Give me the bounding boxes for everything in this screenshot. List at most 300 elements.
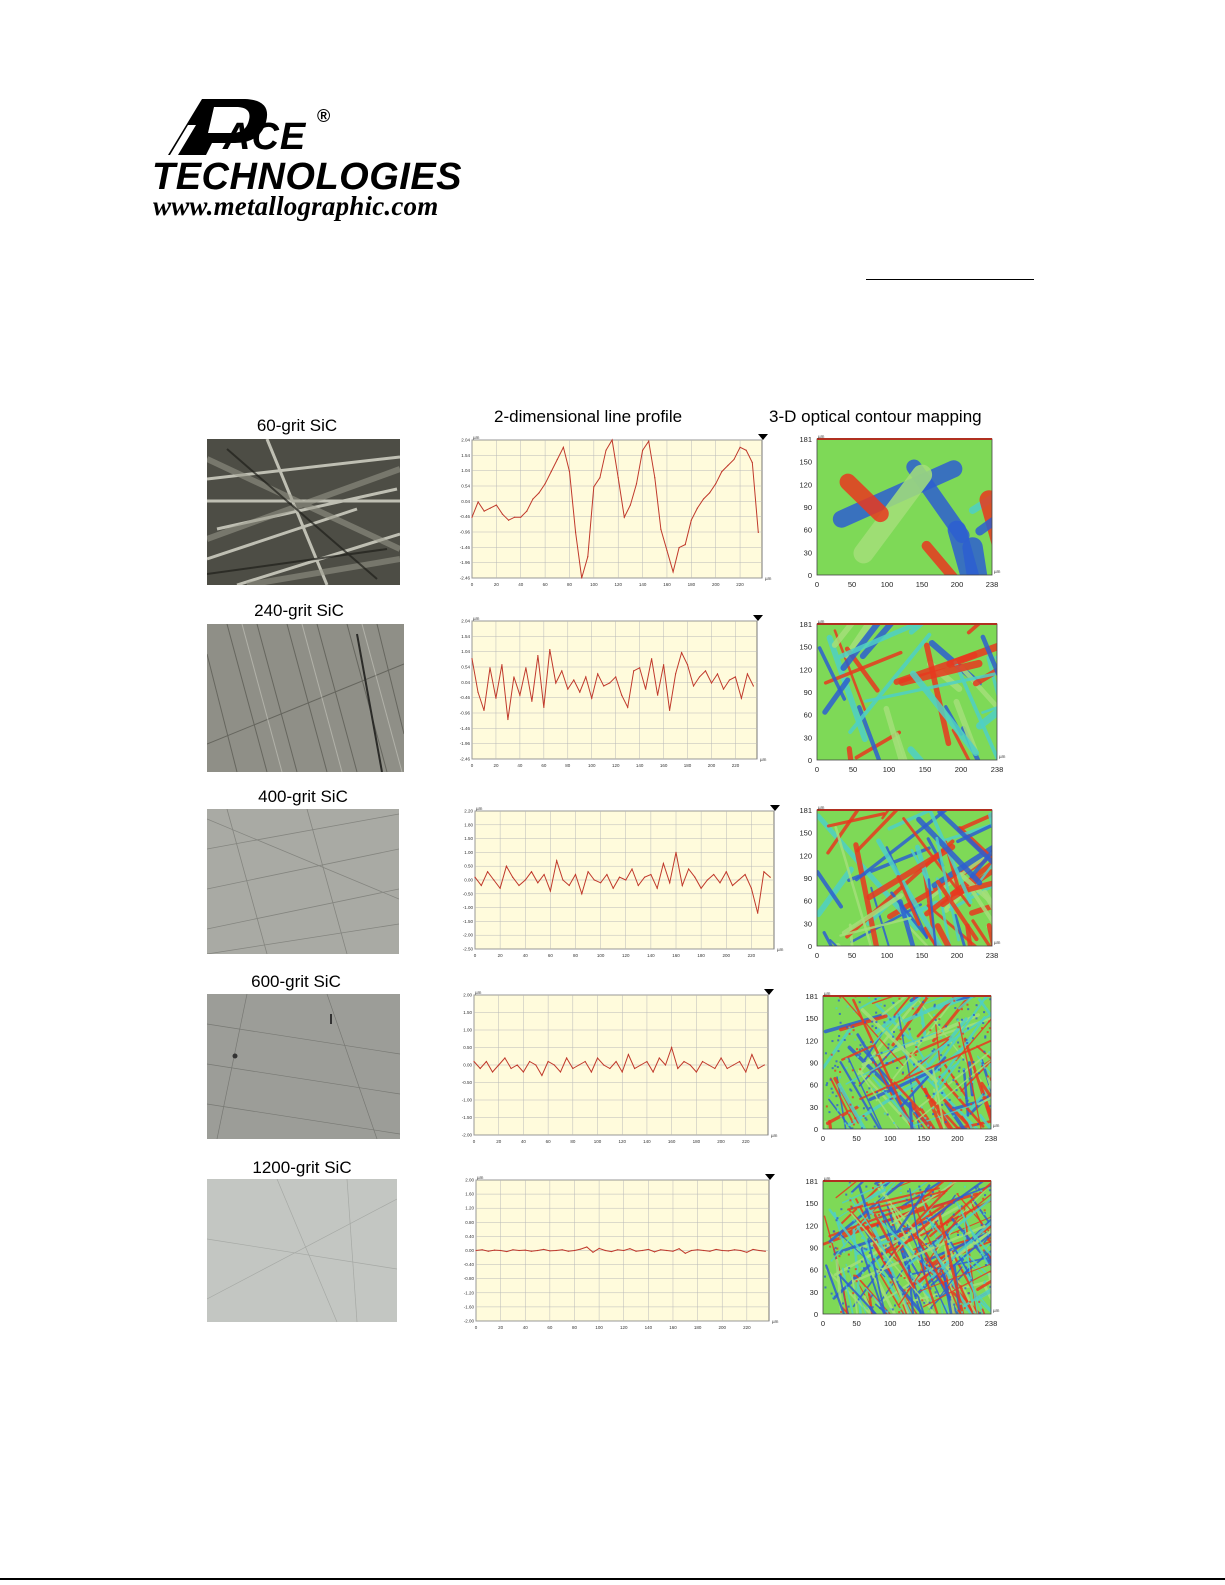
profile-data-point (474, 877, 475, 878)
profile-data-point (733, 1064, 734, 1065)
y-tick-label: -2.46 (459, 756, 470, 762)
profile-data-point (471, 658, 472, 659)
profile-data-point (538, 492, 539, 493)
contour-y-tick-label: 120 (799, 480, 812, 490)
profile-data-point (687, 664, 688, 665)
profile-data-point (548, 1061, 549, 1062)
x-tick-label: 120 (614, 582, 622, 587)
profile-data-point (560, 1071, 561, 1072)
y-tick-label: -1.50 (462, 918, 473, 924)
profile-data-point (723, 688, 724, 689)
y-tick-label: 1.00 (464, 849, 473, 855)
profile-data-point (592, 1252, 593, 1253)
profile-data-point (651, 658, 652, 659)
profile-data-point (697, 1249, 698, 1250)
x-tick-label: 180 (683, 763, 692, 768)
profile-data-point (557, 459, 558, 460)
profile-data-point (751, 888, 752, 889)
line-profile-chart-240-grit (452, 618, 772, 778)
contour-texture (820, 1114, 1098, 1447)
micrograph-600-grit (207, 994, 400, 1139)
profile-data-point (575, 874, 576, 875)
contour-x-unit: µm (994, 940, 1001, 945)
contour-x-unit: µm (993, 1308, 1000, 1313)
registered-mark: ® (317, 106, 332, 126)
contour-y-tick-label: 0 (813, 1125, 818, 1134)
profile-data-point (666, 1250, 667, 1251)
logo-website-url: www.metallographic.com (153, 191, 439, 221)
profile-data-point (506, 866, 507, 867)
x-tick-label: 180 (693, 1325, 702, 1330)
contour-x-tick-label: 100 (880, 580, 894, 589)
profile-data-point (741, 698, 742, 699)
profile-data-point (685, 1253, 686, 1254)
contour-x-tick-label: 0 (814, 765, 820, 774)
x-tick-label: 160 (659, 763, 668, 768)
y-tick-label: 2.00 (463, 992, 472, 998)
profile-data-point (551, 471, 552, 472)
profile-data-point (734, 1249, 735, 1250)
contour-y-tick-label: 60 (809, 1080, 818, 1090)
x-tick-label: 160 (663, 582, 671, 587)
contour-x-tick-label: 50 (852, 1319, 861, 1328)
profile-data-point (520, 517, 521, 518)
profile-marker-icon (764, 989, 774, 995)
contour-y-tick-label: 30 (803, 733, 812, 743)
profile-data-point (688, 868, 689, 869)
y-tick-label: -0.40 (463, 1262, 474, 1268)
profile-data-point (475, 1250, 476, 1251)
profile-data-point (681, 652, 682, 653)
profile-data-point (549, 649, 550, 650)
y-tick-label: 0.00 (465, 1248, 474, 1253)
profile-data-point (654, 477, 655, 478)
profile-data-point (739, 1061, 740, 1062)
profile-data-point (752, 462, 753, 463)
micrograph-400-grit (207, 809, 399, 954)
profile-data-point (481, 885, 482, 886)
profile-data-point (728, 1250, 729, 1251)
profile-data-point (519, 695, 520, 696)
profile-data-point (722, 1250, 723, 1251)
x-tick-label: 220 (743, 1325, 751, 1330)
contour-map-400-grit (785, 803, 1015, 973)
y-tick-label: -1.46 (459, 544, 470, 550)
profile-data-point (587, 556, 588, 557)
contour-y-unit: µm (818, 434, 825, 439)
profile-data-point (639, 667, 640, 668)
contour-map-1200-grit (785, 1174, 1015, 1344)
profile-data-point (605, 450, 606, 451)
x-axis-unit: µm (760, 757, 767, 762)
profile-data-point (562, 879, 563, 880)
profile-data-point (599, 477, 600, 478)
profile-data-point (574, 1250, 575, 1251)
y-tick-label: 1.04 (461, 468, 470, 474)
y-tick-label: -2.00 (461, 1132, 472, 1138)
profile-data-point (513, 676, 514, 677)
profile-data-point (759, 1250, 760, 1251)
profile-data-point (709, 492, 710, 493)
profile-data-point (715, 483, 716, 484)
profile-data-point (666, 550, 667, 551)
y-tick-label: -1.96 (459, 560, 470, 566)
profile-data-point (512, 877, 513, 878)
x-tick-label: 80 (572, 953, 579, 958)
y-tick-label: 0.40 (465, 1233, 474, 1239)
x-tick-label: 40 (520, 1139, 526, 1144)
x-tick-label: 160 (669, 1325, 677, 1330)
x-tick-label: 20 (498, 1325, 504, 1330)
profile-data-point (603, 685, 604, 686)
y-tick-label: 1.04 (461, 649, 470, 655)
profile-data-point (758, 1068, 759, 1069)
micrograph-240-grit (207, 624, 404, 772)
x-tick-label: 120 (621, 953, 630, 958)
profile-data-point (619, 877, 620, 878)
contour-x-tick-label: 0 (814, 580, 820, 589)
x-tick-label: 140 (635, 763, 644, 768)
x-tick-label: 0 (474, 1325, 478, 1330)
x-tick-label: 60 (547, 953, 553, 958)
y-tick-label: 0.04 (461, 679, 470, 685)
profile-data-point (636, 483, 637, 484)
profile-data-point (653, 1071, 654, 1072)
profile-data-point (679, 547, 680, 548)
column-header-line-profile: 2-dimensional line profile (494, 407, 683, 426)
profile-data-point (633, 670, 634, 671)
profile-data-point (615, 1061, 616, 1062)
profile-data-point (623, 1250, 624, 1251)
contour-x-unit: µm (999, 754, 1006, 759)
profile-marker-icon (765, 1174, 775, 1180)
profile-data-point (561, 670, 562, 671)
profile-data-point (654, 1251, 655, 1252)
contour-x-tick-label: 50 (847, 951, 857, 960)
y-tick-label: 1.50 (463, 1010, 472, 1015)
line-profile-chart-400-grit (452, 803, 787, 963)
x-tick-label: 100 (587, 763, 596, 768)
contour-x-tick-label: 50 (852, 1134, 861, 1143)
profile-data-point (484, 511, 485, 512)
y-tick-label: 0.54 (461, 664, 470, 670)
profile-data-point (477, 501, 478, 502)
profile-data-point (518, 1250, 519, 1251)
contour-y-tick-label: 30 (809, 1102, 818, 1112)
contour-y-tick-label: 181 (799, 435, 812, 444)
x-tick-label: 40 (518, 582, 524, 587)
y-tick-label: -1.46 (459, 725, 470, 731)
profile-data-point (727, 1068, 728, 1069)
profile-data-point (600, 882, 601, 883)
profile-data-point (677, 1068, 678, 1069)
y-tick-label: -0.96 (459, 710, 470, 716)
x-tick-label: 0 (470, 582, 474, 587)
contour-y-tick-label: 181 (805, 1177, 818, 1186)
profile-data-point (635, 1251, 636, 1252)
row-label-1200-grit: 1200-grit SiC (252, 1158, 352, 1177)
x-tick-label: 40 (517, 763, 523, 768)
profile-data-point (537, 1250, 538, 1251)
x-tick-label: 60 (545, 1139, 551, 1144)
contour-x-tick-label: 200 (951, 1319, 964, 1328)
profile-data-point (525, 879, 526, 880)
contour-y-tick-label: 0 (813, 1310, 818, 1319)
profile-data-point (543, 707, 544, 708)
x-tick-label: 200 (711, 582, 720, 587)
profile-data-point (628, 1054, 629, 1055)
profile-data-point (498, 1064, 499, 1065)
profile-data-point (703, 1250, 704, 1251)
x-tick-label: 100 (595, 1325, 603, 1330)
contour-y-unit: µm (818, 619, 825, 624)
profile-data-point (494, 1250, 495, 1251)
y-tick-label: -1.96 (459, 741, 470, 747)
profile-marker-icon (753, 615, 763, 621)
x-tick-label: 140 (643, 1139, 651, 1144)
profile-data-point (555, 682, 556, 683)
contour-x-tick-label: 50 (847, 580, 857, 589)
contour-x-tick-label: 150 (915, 951, 929, 960)
x-tick-label: 0 (470, 763, 474, 768)
profile-data-point (488, 1251, 489, 1252)
x-tick-label: 180 (687, 582, 696, 587)
profile-data-point (609, 1068, 610, 1069)
profile-data-point (627, 707, 628, 708)
profile-data-point (617, 1249, 618, 1250)
y-tick-label: 2.00 (465, 1177, 474, 1183)
profile-data-point (690, 1064, 691, 1065)
x-tick-label: 180 (692, 1139, 701, 1144)
profile-data-point (663, 863, 664, 864)
profile-data-point (691, 520, 692, 521)
profile-data-point (573, 679, 574, 680)
contour-y-tick-label: 0 (807, 571, 812, 580)
y-tick-label: 1.00 (463, 1027, 472, 1033)
profile-data-point (640, 1064, 641, 1065)
profile-data-point (729, 679, 730, 680)
profile-data-point (672, 571, 673, 572)
profile-data-point (618, 477, 619, 478)
contour-y-tick-label: 90 (803, 874, 812, 883)
profile-data-point (531, 871, 532, 872)
profile-data-point (763, 871, 764, 872)
contour-y-unit: µm (824, 991, 831, 996)
profile-data-point (648, 441, 649, 442)
profile-data-point (502, 514, 503, 515)
profile-data-point (555, 1250, 556, 1251)
profile-marker-icon (758, 434, 768, 440)
contour-y-tick-label: 60 (809, 1265, 818, 1275)
row-label-600-grit: 600-grit SiC (251, 972, 341, 991)
y-tick-label: -0.46 (459, 695, 470, 701)
profile-data-point (757, 913, 758, 914)
x-tick-label: 20 (493, 582, 499, 587)
profile-data-point (535, 1064, 536, 1065)
x-tick-label: 220 (736, 582, 744, 587)
x-tick-label: 60 (541, 763, 547, 768)
line-profile-chart-60-grit (452, 433, 772, 593)
profile-data-point (537, 882, 538, 883)
profile-data-point (585, 676, 586, 677)
contour-x-tick-label: 0 (820, 1319, 826, 1328)
profile-data-point (648, 1249, 649, 1250)
profile-data-point (719, 882, 720, 883)
contour-y-tick-label: 150 (799, 828, 812, 838)
contour-x-tick-label: 50 (848, 765, 858, 774)
profile-data-point (591, 698, 592, 699)
profile-data-point (480, 1068, 481, 1069)
profile-data-point (747, 673, 748, 674)
profile-data-point (735, 676, 736, 677)
contour-y-tick-label: 150 (805, 1199, 818, 1209)
profile-data-point (746, 1252, 747, 1253)
x-tick-label: 60 (547, 1325, 553, 1330)
profile-data-point (685, 544, 686, 545)
logo-technologies-text: TECHNOLOGIES (152, 156, 463, 198)
profile-data-point (606, 874, 607, 875)
profile-data-point (622, 1071, 623, 1072)
x-tick-label: 140 (647, 953, 655, 958)
y-tick-label: 2.04 (461, 437, 470, 443)
contour-y-unit: µm (818, 805, 825, 810)
x-axis-unit: µm (777, 947, 784, 952)
y-tick-label: -0.50 (462, 891, 473, 897)
contour-x-tick-label: 200 (954, 765, 968, 774)
contour-x-tick-label: 150 (918, 765, 932, 774)
contour-y-tick-label: 181 (805, 992, 818, 1001)
contour-y-tick-label: 60 (803, 525, 812, 535)
profile-data-point (745, 874, 746, 875)
contour-y-tick-label: 60 (803, 710, 812, 720)
profile-data-point (669, 882, 670, 883)
contour-x-tick-label: 238 (985, 580, 999, 589)
profile-data-point (568, 1251, 569, 1252)
contour-x-tick-label: 238 (985, 951, 999, 960)
contour-x-tick-label: 150 (917, 1134, 931, 1143)
profile-data-point (625, 879, 626, 880)
x-tick-label: 80 (565, 763, 571, 768)
contour-y-tick-label: 60 (803, 896, 812, 906)
profile-data-point (525, 1250, 526, 1251)
x-tick-label: 20 (496, 1139, 502, 1144)
contour-x-tick-label: 200 (951, 1134, 964, 1143)
profile-data-point (738, 879, 739, 880)
profile-data-point (599, 1248, 600, 1249)
contour-x-tick-label: 200 (950, 951, 964, 960)
x-tick-label: 60 (542, 582, 548, 587)
contour-y-tick-label: 181 (799, 806, 812, 815)
profile-data-point (707, 879, 708, 880)
x-tick-label: 180 (697, 953, 705, 958)
x-tick-label: 200 (717, 1139, 725, 1144)
x-tick-label: 40 (522, 953, 528, 958)
y-tick-label: -2.00 (462, 932, 473, 938)
contour-y-tick-label: 30 (809, 1287, 818, 1297)
contour-x-tick-label: 238 (984, 1134, 998, 1143)
profile-data-point (510, 1068, 511, 1069)
profile-data-point (693, 685, 694, 686)
profile-marker-icon (770, 805, 780, 811)
y-tick-label: -0.80 (463, 1276, 474, 1282)
profile-data-point (506, 1251, 507, 1252)
y-tick-label: 1.50 (464, 836, 473, 842)
profile-data-point (489, 667, 490, 668)
y-tick-label: 0.50 (464, 863, 473, 869)
profile-data-point (591, 1071, 592, 1072)
profile-data-point (487, 871, 488, 872)
profile-data-point (745, 1071, 746, 1072)
x-axis-unit: µm (765, 576, 772, 581)
x-tick-label: 100 (590, 582, 598, 587)
contour-map-600-grit (785, 989, 1015, 1159)
profile-data-point (629, 1248, 630, 1249)
y-tick-label: -1.00 (462, 905, 473, 911)
profile-data-point (646, 1061, 647, 1062)
header-rule (866, 279, 1034, 280)
profile-data-point (660, 529, 661, 530)
x-tick-label: 80 (570, 1139, 576, 1144)
y-tick-label: 0.00 (464, 877, 473, 883)
profile-data-point (594, 879, 595, 880)
profile-data-point (613, 888, 614, 889)
contour-y-tick-label: 0 (807, 756, 812, 765)
y-tick-label: 0.54 (461, 483, 470, 489)
profile-data-point (537, 655, 538, 656)
row-label-400-grit: 400-grit SiC (258, 787, 348, 806)
contour-y-tick-label: 90 (809, 1058, 818, 1068)
micrograph-1200-grit (207, 1179, 397, 1322)
profile-data-point (615, 676, 616, 677)
profile-data-point (709, 1251, 710, 1252)
profile-data-point (609, 682, 610, 683)
x-tick-label: 200 (718, 1325, 726, 1330)
profile-data-point (508, 520, 509, 521)
profile-data-point (752, 1249, 753, 1250)
profile-data-point (702, 1061, 703, 1062)
profile-data-point (586, 1246, 587, 1247)
contour-x-tick-label: 100 (880, 951, 894, 960)
profile-data-point (581, 577, 582, 578)
profile-data-point (525, 667, 526, 668)
x-tick-label: 120 (618, 1139, 626, 1144)
x-tick-label: 80 (571, 1325, 577, 1330)
y-tick-label: 2.04 (461, 618, 470, 624)
profile-data-point (493, 879, 494, 880)
profile-data-point (715, 1249, 716, 1250)
profile-data-point (597, 673, 598, 674)
row-label-240-grit: 240-grit SiC (254, 601, 344, 620)
y-tick-label: 1.60 (465, 1191, 474, 1197)
profile-data-point (740, 1250, 741, 1251)
profile-data-point (483, 710, 484, 711)
profile-data-point (669, 710, 670, 711)
profile-data-point (634, 1068, 635, 1069)
profile-data-point (543, 874, 544, 875)
profile-data-point (531, 701, 532, 702)
x-tick-label: 20 (493, 763, 499, 768)
profile-data-point (663, 664, 664, 665)
y-tick-label: -2.50 (462, 946, 473, 952)
x-tick-label: 200 (707, 763, 716, 768)
profile-data-point (672, 1251, 673, 1252)
profile-data-point (486, 1061, 487, 1062)
profile-data-point (575, 532, 576, 533)
profile-data-point (764, 1064, 765, 1065)
contour-map-60-grit (785, 432, 1015, 602)
profile-data-point (711, 682, 712, 683)
y-tick-label: 1.54 (461, 452, 470, 458)
